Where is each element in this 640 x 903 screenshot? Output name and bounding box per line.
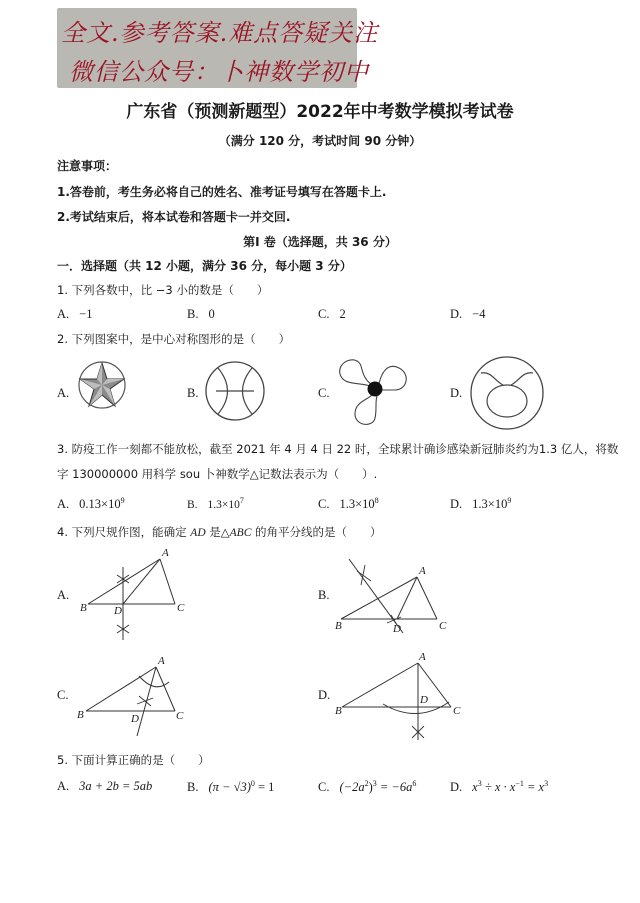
q4-option-d-letter: D. <box>318 688 331 702</box>
vertex-label-d: D <box>131 713 139 725</box>
vertex-label-a: A <box>419 651 426 663</box>
vertex-label-c: C <box>176 710 184 722</box>
option-expression: (−2a <box>339 780 365 795</box>
fan-figure[interactable] <box>335 356 415 428</box>
option-expression: x <box>472 780 478 795</box>
q5-option-d[interactable] <box>450 779 548 795</box>
vertex-label-c: C <box>453 705 461 717</box>
vertex-label-d: D <box>393 623 401 635</box>
option-letter: B. <box>187 780 199 795</box>
vertex-label-a: A <box>158 655 165 667</box>
option-expression: ) <box>368 780 373 795</box>
construction-figure-d[interactable] <box>335 650 465 740</box>
option-letter: A. <box>57 497 70 512</box>
taurus-figure[interactable] <box>469 355 545 431</box>
question-3-stem-line-2: 字 130000000 用科学 sou 卜神数学△记数法表示为（ ）. <box>57 467 378 481</box>
notice-heading: 注意事项： <box>57 159 118 173</box>
vertex-label-b: B <box>77 709 84 721</box>
stem-text: 的角平分线的是（ ） <box>251 525 382 539</box>
option-letter: B. <box>187 307 199 321</box>
construction-figure-a[interactable] <box>80 545 190 640</box>
stem-text: 是△ <box>205 525 230 539</box>
option-value: 1.3×10 <box>339 497 375 512</box>
construction-figure-b[interactable] <box>335 555 455 635</box>
question-5-stem: 5. 下面计算正确的是（ ） <box>57 753 210 767</box>
option-expression: = −6a <box>376 780 413 795</box>
q4-option-c-letter: C. <box>57 688 69 702</box>
vertex-label-a: A <box>419 565 426 577</box>
q5-option-b[interactable] <box>187 779 274 795</box>
question-3-stem-line-1: 3. 防疫工作一刻都不能放松，截至 2021 年 4 月 4 日 22 时，全球累计确诊感染新冠肺炎约为1.3 亿人，将数 <box>57 442 619 456</box>
banner-line-2: 微信公众号：卜神数学初中 <box>69 58 369 86</box>
question-2-stem: 2. 下列图案中，是中心对称图形的是（ ） <box>57 332 291 346</box>
q3-option-d[interactable] <box>450 496 511 512</box>
option-exponent: 3 <box>372 779 377 788</box>
q5-option-c[interactable] <box>318 779 416 795</box>
option-value: 0 <box>208 307 215 321</box>
option-letter: C. <box>318 780 330 795</box>
option-exponent: 2 <box>364 779 369 788</box>
q3-option-b[interactable] <box>187 496 244 511</box>
q2-option-c-letter: C. <box>318 386 330 400</box>
option-exponent: −1 <box>515 779 524 788</box>
option-value: −1 <box>79 307 93 321</box>
q4-option-b-letter: B. <box>318 588 330 602</box>
notice-item-1: 1.答卷前，考生务必将自己的姓名、准考证号填写在答题卡上. <box>57 185 387 199</box>
segment-ad: AD <box>190 527 206 539</box>
q1-option-a[interactable] <box>57 307 92 322</box>
q2-option-a-letter: A. <box>57 386 70 400</box>
option-value: 1.3×10 <box>207 498 240 511</box>
option-letter: A. <box>57 307 70 321</box>
question-4-stem <box>57 524 382 540</box>
q2-option-d-letter: D. <box>450 386 463 400</box>
vertex-label-a: A <box>162 547 169 559</box>
option-exponent: 6 <box>412 779 417 788</box>
option-letter: A. <box>57 779 70 793</box>
option-value: 0.13×10 <box>79 497 121 512</box>
handwritten-banner <box>57 8 379 88</box>
stem-text: 4. 下列尺规作图，能确定 <box>57 525 191 539</box>
exam-subtitle: （满分 120 分，考试时间 90 分钟） <box>218 134 422 148</box>
option-letter: D. <box>450 780 463 795</box>
option-exponent: 7 <box>239 496 244 505</box>
exam-title: 广东省（预测新题型）2022年中考数学模拟考试卷 <box>126 102 514 122</box>
part-title: 第I 卷（选择题，共 36 分） <box>243 235 397 249</box>
circle-arcs-figure[interactable] <box>203 360 267 422</box>
option-expression: (π − √3) <box>208 780 251 795</box>
option-exponent: 3 <box>477 779 482 788</box>
option-expression: = 1 <box>254 780 275 795</box>
option-exponent: 0 <box>250 779 255 788</box>
option-letter: C. <box>318 307 330 321</box>
option-expression: 3a + 2b = 5ab <box>79 779 153 793</box>
question-1-stem: 1. 下列各数中，比 −3 小的数是（ ） <box>57 283 269 297</box>
notice-item-2: 2.考试结束后，将本试卷和答题卡一并交回. <box>57 210 291 224</box>
q1-option-c[interactable] <box>318 307 346 322</box>
q5-option-a[interactable] <box>57 779 152 794</box>
banner-line-1: 全文.参考答案.难点答疑关注 <box>61 19 379 47</box>
vertex-label-d: D <box>114 605 122 617</box>
vertex-label-d: D <box>420 694 428 706</box>
option-value: 2 <box>339 307 346 321</box>
option-exponent: 9 <box>507 496 512 505</box>
option-exponent: 8 <box>374 496 379 505</box>
option-letter: D. <box>450 497 463 512</box>
option-expression: = x <box>523 780 545 795</box>
option-expression: ÷ x · x <box>481 780 516 795</box>
q1-option-b[interactable] <box>187 307 215 322</box>
option-value: −4 <box>472 307 486 321</box>
option-exponent: 3 <box>544 779 549 788</box>
option-value: 1.3×10 <box>472 497 508 512</box>
vertex-label-c: C <box>439 620 447 632</box>
vertex-label-b: B <box>335 705 342 717</box>
option-letter: D. <box>450 307 463 321</box>
option-letter: C. <box>318 497 330 512</box>
vertex-label-c: C <box>177 602 185 614</box>
q4-option-a-letter: A. <box>57 588 70 602</box>
q3-option-c[interactable] <box>318 496 379 512</box>
star-in-circle-figure[interactable] <box>77 360 127 410</box>
triangle-abc: ABC <box>229 527 252 539</box>
vertex-label-b: B <box>335 620 342 632</box>
q2-option-b-letter: B. <box>187 386 199 400</box>
q3-option-a[interactable] <box>57 496 125 512</box>
section-heading: 一．选择题（共 12 小题，满分 36 分，每小题 3 分） <box>57 259 352 273</box>
vertex-label-b: B <box>80 602 87 614</box>
option-exponent: 9 <box>120 496 125 505</box>
q1-option-d[interactable] <box>450 307 485 322</box>
construction-figure-c[interactable] <box>75 652 190 737</box>
option-letter: B. <box>187 498 198 511</box>
